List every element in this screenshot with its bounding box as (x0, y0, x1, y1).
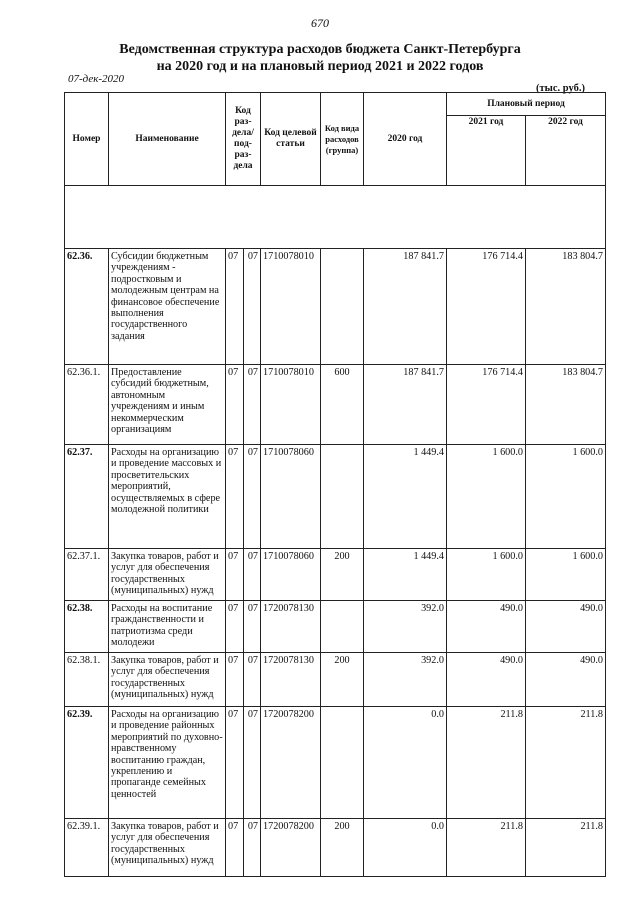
row-section-code: 07 (226, 819, 244, 877)
row-subsection-code: 07 (244, 549, 261, 601)
row-value-2022: 211.8 (526, 819, 606, 877)
row-target-code: 1720078130 (261, 601, 321, 653)
header-number: Номер (65, 93, 109, 186)
row-value-2020: 187 841.7 (364, 249, 447, 365)
row-expense-type (321, 707, 364, 819)
row-name: Субсидии бюджетным учреждениям - подростковым и молодежным центрам на финансовое обеспечение выполнения государственного задания (109, 249, 226, 365)
row-number: 62.38.1. (65, 653, 109, 707)
header-year-2022: 2022 год (526, 116, 606, 186)
row-value-2021: 176 714.4 (447, 365, 526, 445)
row-target-code: 1710078060 (261, 445, 321, 549)
row-section-code: 07 (226, 707, 244, 819)
title-line-2: на 2020 год и на плановый период 2021 и 2022 годов (156, 59, 484, 74)
row-value-2020: 187 841.7 (364, 365, 447, 445)
document-title (0, 41, 640, 75)
row-expense-type: 600 (321, 365, 364, 445)
row-subsection-code: 07 (244, 365, 261, 445)
row-value-2022: 183 804.7 (526, 365, 606, 445)
row-value-2022: 183 804.7 (526, 249, 606, 365)
table-row (65, 819, 606, 877)
row-value-2020: 1 449.4 (364, 549, 447, 601)
row-name: Закупка товаров, работ и услуг для обеспечения государственных (муниципальных) нужд (109, 549, 226, 601)
row-value-2022: 490.0 (526, 653, 606, 707)
row-name: Расходы на организацию и проведение районных мероприятий по духовно-нравственному воспитанию граждан, укреплению и пропаганде семейных ценностей (109, 707, 226, 819)
row-target-code: 1710078010 (261, 365, 321, 445)
row-section-code: 07 (226, 365, 244, 445)
row-subsection-code: 07 (244, 445, 261, 549)
row-target-code: 1720078200 (261, 707, 321, 819)
row-value-2020: 392.0 (364, 653, 447, 707)
header-target-code: Код целевой статьи (261, 93, 321, 186)
row-number: 62.38. (65, 601, 109, 653)
row-expense-type: 200 (321, 653, 364, 707)
budget-table (64, 92, 606, 877)
row-expense-type (321, 445, 364, 549)
header-planned-period: Плановый период (447, 93, 606, 116)
row-value-2022: 1 600.0 (526, 549, 606, 601)
page-number: 670 (311, 16, 329, 30)
table-row (65, 653, 606, 707)
row-name: Закупка товаров, работ и услуг для обеспечения государственных (муниципальных) нужд (109, 819, 226, 877)
row-target-code: 1710078010 (261, 249, 321, 365)
row-number: 62.37.1. (65, 549, 109, 601)
row-value-2022: 490.0 (526, 601, 606, 653)
row-section-code: 07 (226, 249, 244, 365)
row-expense-type: 200 (321, 549, 364, 601)
row-value-2022: 211.8 (526, 707, 606, 819)
row-subsection-code: 07 (244, 249, 261, 365)
header-section-code: Код раз-дела/ под-раз-дела (226, 93, 261, 186)
row-value-2021: 211.8 (447, 819, 526, 877)
row-value-2021: 1 600.0 (447, 549, 526, 601)
row-value-2021: 490.0 (447, 653, 526, 707)
row-name: Закупка товаров, работ и услуг для обеспечения государственных (муниципальных) нужд (109, 653, 226, 707)
table-row (65, 249, 606, 365)
header-expense-type-code: Код вида расходов (группа) (321, 93, 364, 186)
row-value-2021: 211.8 (447, 707, 526, 819)
units-label: (тыс. руб.) (536, 83, 585, 94)
row-value-2020: 0.0 (364, 819, 447, 877)
row-section-code: 07 (226, 653, 244, 707)
row-section-code: 07 (226, 445, 244, 549)
row-name: Расходы на организацию и проведение массовых и просветительских мероприятий, осуществляемых в сфере молодежной политики (109, 445, 226, 549)
row-name: Предоставление субсидий бюджетным, автономным учреждениям и иным некоммерческим организациям (109, 365, 226, 445)
header-name: Наименование (109, 93, 226, 186)
table-row (65, 365, 606, 445)
row-subsection-code: 07 (244, 819, 261, 877)
row-subsection-code: 07 (244, 707, 261, 819)
table-row (65, 445, 606, 549)
row-number: 62.39.1. (65, 819, 109, 877)
header-year-2020: 2020 год (364, 93, 447, 186)
row-subsection-code: 07 (244, 601, 261, 653)
row-target-code: 1720078130 (261, 653, 321, 707)
row-value-2021: 176 714.4 (447, 249, 526, 365)
header-year-2021: 2021 год (447, 116, 526, 186)
row-number: 62.36.1. (65, 365, 109, 445)
row-value-2021: 1 600.0 (447, 445, 526, 549)
table-row (65, 707, 606, 819)
row-name: Расходы на воспитание гражданственности и патриотизма среди молодежи (109, 601, 226, 653)
table-row (65, 549, 606, 601)
row-value-2020: 392.0 (364, 601, 447, 653)
row-number: 62.36. (65, 249, 109, 365)
row-number: 62.37. (65, 445, 109, 549)
row-target-code: 1710078060 (261, 549, 321, 601)
row-number: 62.39. (65, 707, 109, 819)
row-expense-type: 200 (321, 819, 364, 877)
row-section-code: 07 (226, 549, 244, 601)
document-date: 07-дек-2020 (68, 73, 125, 85)
title-line-1: Ведомственная структура расходов бюджета Санкт-Петербурга (119, 42, 521, 57)
row-expense-type (321, 249, 364, 365)
row-section-code: 07 (226, 601, 244, 653)
row-subsection-code: 07 (244, 653, 261, 707)
table-row (65, 601, 606, 653)
row-value-2020: 0.0 (364, 707, 447, 819)
row-value-2021: 490.0 (447, 601, 526, 653)
row-value-2020: 1 449.4 (364, 445, 447, 549)
row-expense-type (321, 601, 364, 653)
row-value-2022: 1 600.0 (526, 445, 606, 549)
row-target-code: 1720078200 (261, 819, 321, 877)
